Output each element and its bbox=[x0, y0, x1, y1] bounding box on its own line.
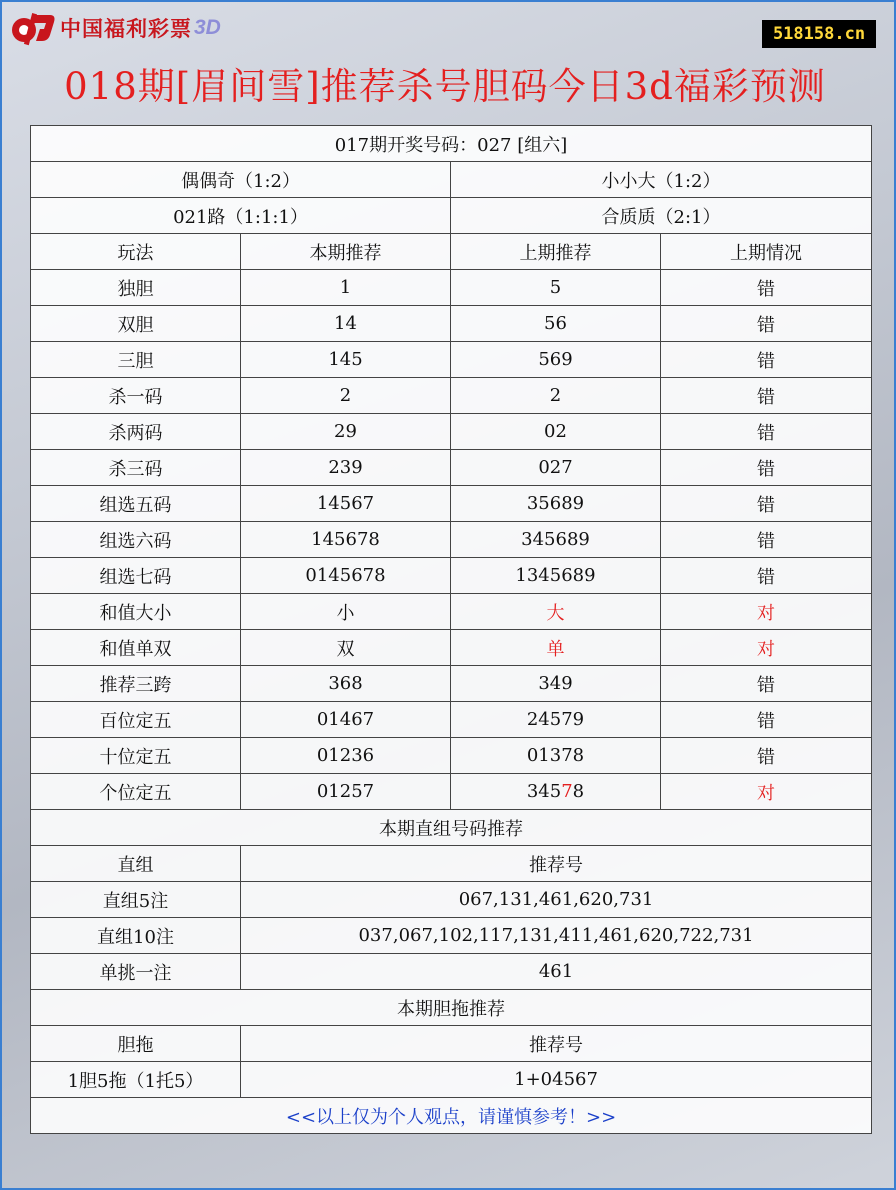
current-pick: 01257 bbox=[241, 774, 451, 810]
previous-pick: 569 bbox=[451, 342, 661, 378]
table-row bbox=[31, 558, 872, 594]
table-row bbox=[31, 954, 872, 990]
current-pick: 14 bbox=[241, 306, 451, 342]
parity-info: 偶偶奇（1:2） bbox=[31, 162, 451, 198]
current-pick: 01467 bbox=[241, 702, 451, 738]
prediction-table bbox=[30, 125, 872, 1134]
play-name: 杀两码 bbox=[31, 414, 241, 450]
previous-pick: 349 bbox=[451, 666, 661, 702]
current-pick: 01236 bbox=[241, 738, 451, 774]
column-header: 玩法 bbox=[31, 234, 241, 270]
current-pick: 0145678 bbox=[241, 558, 451, 594]
result-status: 对 bbox=[661, 594, 872, 630]
table-row bbox=[31, 342, 872, 378]
result-status: 错 bbox=[661, 414, 872, 450]
table-row bbox=[31, 378, 872, 414]
play-name: 个位定五 bbox=[31, 774, 241, 810]
direct-label: 直组5注 bbox=[31, 882, 241, 918]
current-pick: 双 bbox=[241, 630, 451, 666]
play-name: 双胆 bbox=[31, 306, 241, 342]
page-title: 018期[眉间雪]推荐杀号胆码今日3d福彩预测 bbox=[64, 65, 826, 108]
table-row bbox=[31, 1062, 872, 1098]
table-row bbox=[31, 702, 872, 738]
current-pick: 368 bbox=[241, 666, 451, 702]
previous-pick: 2 bbox=[451, 378, 661, 414]
column-header: 上期情况 bbox=[661, 234, 872, 270]
direct-label: 直组10注 bbox=[31, 918, 241, 954]
table-row bbox=[31, 594, 872, 630]
size-info: 小小大（1:2） bbox=[451, 162, 872, 198]
previous-pick: 24579 bbox=[451, 702, 661, 738]
current-pick: 小 bbox=[241, 594, 451, 630]
section-header-row bbox=[31, 846, 872, 882]
result-status: 错 bbox=[661, 486, 872, 522]
welfare-lottery-logo-icon bbox=[10, 9, 56, 47]
footer-row bbox=[31, 1098, 872, 1134]
table-row bbox=[31, 522, 872, 558]
table-row bbox=[31, 774, 872, 810]
direct-value: 067,131,461,620,731 bbox=[241, 882, 872, 918]
play-name: 杀三码 bbox=[31, 450, 241, 486]
column-header: 推荐号 bbox=[241, 1026, 872, 1062]
previous-pick: 35689 bbox=[451, 486, 661, 522]
table-row bbox=[31, 450, 872, 486]
previous-pick: 1345689 bbox=[451, 558, 661, 594]
direct-value: 461 bbox=[241, 954, 872, 990]
table-header-row bbox=[31, 234, 872, 270]
result-status: 错 bbox=[661, 270, 872, 306]
table-row bbox=[31, 882, 872, 918]
current-pick: 239 bbox=[241, 450, 451, 486]
play-name: 三胆 bbox=[31, 342, 241, 378]
table-row bbox=[31, 486, 872, 522]
lottery-logo bbox=[10, 8, 221, 48]
current-pick: 14567 bbox=[241, 486, 451, 522]
play-name: 组选七码 bbox=[31, 558, 241, 594]
previous-pick: 5 bbox=[451, 270, 661, 306]
info-row-1 bbox=[31, 162, 872, 198]
drag-label: 1胆5拖（1托5） bbox=[31, 1062, 241, 1098]
result-status: 错 bbox=[661, 702, 872, 738]
previous-pick-prefix: 345 bbox=[526, 781, 562, 802]
result-status: 错 bbox=[661, 450, 872, 486]
drag-value: 1+04567 bbox=[241, 1062, 872, 1098]
current-pick: 145 bbox=[241, 342, 451, 378]
current-pick: 2 bbox=[241, 378, 451, 414]
section-header-row bbox=[31, 1026, 872, 1062]
previous-pick: 02 bbox=[451, 414, 661, 450]
result-status: 错 bbox=[661, 342, 872, 378]
previous-pick-hit: 7 bbox=[561, 781, 573, 802]
logo-3d-text: 3D bbox=[194, 16, 221, 39]
draw-result: 017期开奖号码：027 [组六] bbox=[31, 126, 872, 162]
result-status: 错 bbox=[661, 378, 872, 414]
column-header: 直组 bbox=[31, 846, 241, 882]
result-status: 错 bbox=[661, 666, 872, 702]
drag-section-title: 本期胆拖推荐 bbox=[31, 990, 872, 1026]
prime-info: 合质质（2:1） bbox=[451, 198, 872, 234]
current-pick: 1 bbox=[241, 270, 451, 306]
result-status: 错 bbox=[661, 558, 872, 594]
play-name: 组选六码 bbox=[31, 522, 241, 558]
play-name: 和值单双 bbox=[31, 630, 241, 666]
play-name: 杀一码 bbox=[31, 378, 241, 414]
previous-pick: 单 bbox=[451, 630, 661, 666]
direct-value: 037,067,102,117,131,411,461,620,722,731 bbox=[241, 918, 872, 954]
play-name: 组选五码 bbox=[31, 486, 241, 522]
table-row bbox=[31, 666, 872, 702]
route-info: 021路（1:1:1） bbox=[31, 198, 451, 234]
previous-pick-suffix: 8 bbox=[572, 781, 585, 802]
table-row bbox=[31, 270, 872, 306]
logo-text: 中国福利彩票 bbox=[60, 18, 192, 41]
current-pick: 145678 bbox=[241, 522, 451, 558]
column-header: 推荐号 bbox=[241, 846, 872, 882]
table-row bbox=[31, 414, 872, 450]
result-status: 错 bbox=[661, 306, 872, 342]
play-name: 独胆 bbox=[31, 270, 241, 306]
previous-pick: 01378 bbox=[451, 738, 661, 774]
play-name: 百位定五 bbox=[31, 702, 241, 738]
previous-pick: 56 bbox=[451, 306, 661, 342]
result-status: 对 bbox=[661, 630, 872, 666]
direct-section-title: 本期直组号码推荐 bbox=[31, 810, 872, 846]
info-row-2 bbox=[31, 198, 872, 234]
draw-result-row bbox=[31, 126, 872, 162]
play-name: 和值大小 bbox=[31, 594, 241, 630]
current-pick: 29 bbox=[241, 414, 451, 450]
previous-pick: 大 bbox=[451, 594, 661, 630]
column-header: 胆拖 bbox=[31, 1026, 241, 1062]
section-title-row bbox=[31, 990, 872, 1026]
site-domain-badge[interactable]: 518158.cn bbox=[762, 20, 876, 48]
previous-pick: 345689 bbox=[451, 522, 661, 558]
table-row bbox=[31, 306, 872, 342]
section-title-row bbox=[31, 810, 872, 846]
table-row bbox=[31, 738, 872, 774]
table-row bbox=[31, 918, 872, 954]
play-name: 推荐三跨 bbox=[31, 666, 241, 702]
play-name: 十位定五 bbox=[31, 738, 241, 774]
direct-label: 单挑一注 bbox=[31, 954, 241, 990]
header bbox=[0, 0, 896, 120]
column-header: 上期推荐 bbox=[451, 234, 661, 270]
result-status: 对 bbox=[661, 774, 872, 810]
previous-pick bbox=[451, 774, 661, 810]
disclaimer-text: <<以上仅为个人观点，请谨慎参考！>> bbox=[31, 1098, 872, 1134]
result-status: 错 bbox=[661, 522, 872, 558]
previous-pick: 027 bbox=[451, 450, 661, 486]
result-status: 错 bbox=[661, 738, 872, 774]
column-header: 本期推荐 bbox=[241, 234, 451, 270]
table-row bbox=[31, 630, 872, 666]
